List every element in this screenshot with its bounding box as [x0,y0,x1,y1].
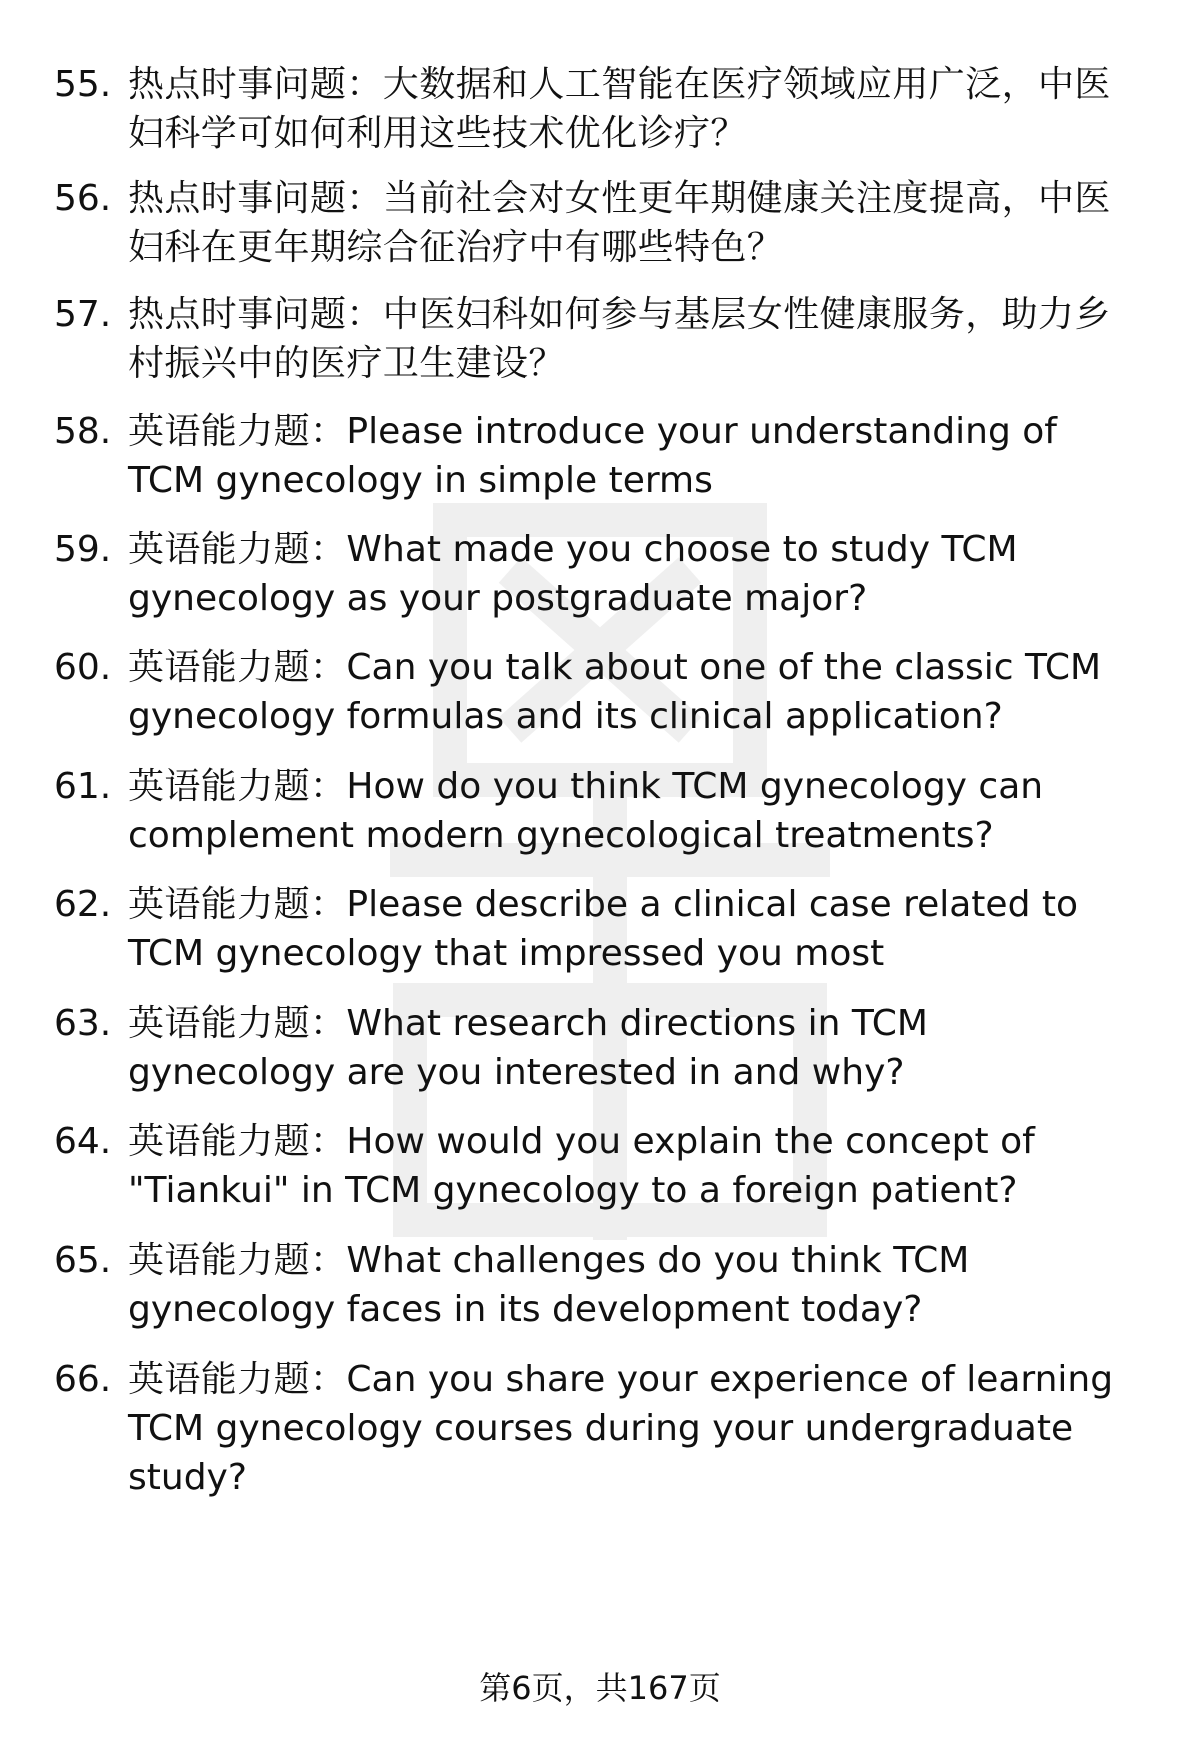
question-body [128,1117,1140,1215]
question-body [128,643,1140,741]
question-text: Can you share your experience of learning TCM gynecology courses during your undergraduate study? [128,1359,1114,1498]
question-text: Please describe a clinical case related to TCM gynecology that impressed you most [128,884,1079,974]
question-number: 55. [54,64,112,105]
question-text: Can you talk about one of the classic TCM gynecology formulas and its clinical application? [128,647,1102,737]
question-number: 62. [54,884,112,925]
question-text: 热点时事问题：大数据和人工智能在医疗领域应用广泛，中医妇科学可如何利用这些技术优化诊疗？ [128,64,1111,154]
question-category: 英语能力题： [128,529,347,570]
question-number: 65. [54,1240,112,1281]
question-category: 英语能力题： [128,884,347,925]
question-number: 66. [54,1359,112,1400]
question-number: 58. [54,411,112,452]
question-body [128,525,1140,623]
question-category: 英语能力题： [128,1359,347,1400]
question-body [128,1236,1140,1334]
question-number: 57. [54,294,112,335]
page-footer [0,1668,1200,1708]
question-text: What made you choose to study TCM gynecology as your postgraduate major? [128,529,1018,619]
question-text: 热点时事问题：当前社会对女性更年期健康关注度提高，中医妇科在更年期综合征治疗中有哪些特色？ [128,178,1111,268]
question-category: 英语能力题： [128,411,347,452]
question-number: 60. [54,647,112,688]
question-text: How do you think TCM gynecology can complement modern gynecological treatments? [128,766,1044,856]
question-text: How would you explain the concept of "Tiankui" in TCM gynecology to a foreign patient? [128,1121,1035,1211]
question-number: 63. [54,1003,112,1044]
question-number: 61. [54,766,112,807]
question-category: 英语能力题： [128,647,347,688]
question-body [128,762,1140,860]
question-body [128,999,1140,1097]
page-indicator: 第6页，共167页 [479,1669,721,1707]
question-number: 56. [54,178,112,219]
question-body [128,1355,1140,1502]
question-category: 英语能力题： [128,1240,347,1281]
question-text: What challenges do you think TCM gynecology faces in its development today? [128,1240,970,1330]
question-number: 59. [54,529,112,570]
question-text: 热点时事问题：中医妇科如何参与基层女性健康服务，助力乡村振兴中的医疗卫生建设？ [128,294,1111,384]
question-body [128,407,1140,505]
question-text: What research directions in TCM gynecology are you interested in and why? [128,1003,928,1093]
question-category: 英语能力题： [128,1121,347,1162]
question-text: Please introduce your understanding of TCM gynecology in simple terms [128,411,1057,501]
question-number: 64. [54,1121,112,1162]
question-category: 英语能力题： [128,1003,347,1044]
question-body [128,880,1140,978]
question-category: 英语能力题： [128,766,347,807]
